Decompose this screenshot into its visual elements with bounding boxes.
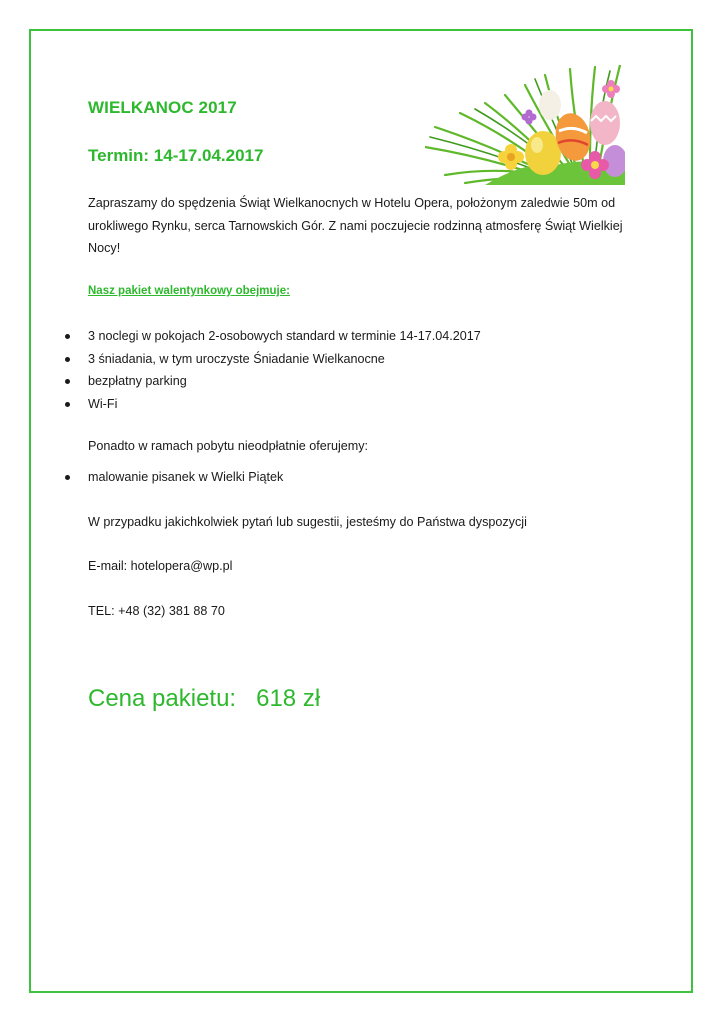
- list-item: [88, 348, 481, 371]
- contact-paragraph: W przypadku jakichkolwiek pytań lub sugestii, jesteśmy do Państwa dyspozycji: [88, 515, 527, 529]
- egg-yellow: [525, 131, 561, 175]
- flower-purple: [522, 110, 537, 125]
- bullet-icon: [65, 334, 70, 339]
- package-heading: Nasz pakiet walentynkowy obejmuje:: [88, 285, 290, 297]
- email-contact: E-mail: hotelopera@wp.pl: [88, 559, 233, 573]
- intro-paragraph: Zapraszamy do spędzenia Świąt Wielkanocnych w Hotelu Opera, położonym zaledwie 50m od urokliwego Rynku, serca Tarnowskich Gór. Z nami poczujecie rodzinną atmosferę Świąt Wielkiej Nocy!: [88, 196, 623, 255]
- bullet-icon: [65, 402, 70, 407]
- easter-eggs-image: [425, 65, 625, 185]
- egg-pink: [590, 101, 620, 145]
- list-item-text: 3 śniadania, w tym uroczyste Śniadanie Wielkanocne: [88, 351, 385, 366]
- term-dates: Termin: 14-17.04.2017: [88, 146, 264, 165]
- document-title: WIELKANOC 2017: [88, 98, 237, 117]
- list-item: [88, 393, 481, 416]
- egg-yellow-highlight: [531, 137, 543, 153]
- list-item: [88, 466, 283, 489]
- list-item: [88, 325, 481, 348]
- list-item-text: Wi-Fi: [88, 396, 118, 411]
- list-item-text: bezpłatny parking: [88, 374, 187, 388]
- egg-white: [539, 90, 561, 120]
- list-item: [88, 370, 481, 393]
- phone-contact: TEL: +48 (32) 381 88 70: [88, 604, 225, 618]
- package-items-list: [88, 325, 481, 415]
- package-price: Cena pakietu: 618 zł: [88, 685, 321, 712]
- list-item-text: 3 noclegi w pokojach 2-osobowych standard w terminie 14-17.04.2017: [88, 329, 481, 343]
- bullet-icon: [65, 475, 70, 480]
- list-item-text: malowanie pisanek w Wielki Piątek: [88, 470, 284, 484]
- bullet-icon: [65, 379, 70, 384]
- bullet-icon: [65, 357, 70, 362]
- extra-items-list: [88, 466, 283, 489]
- extra-intro: Ponadto w ramach pobytu nieodpłatnie oferujemy:: [88, 439, 369, 453]
